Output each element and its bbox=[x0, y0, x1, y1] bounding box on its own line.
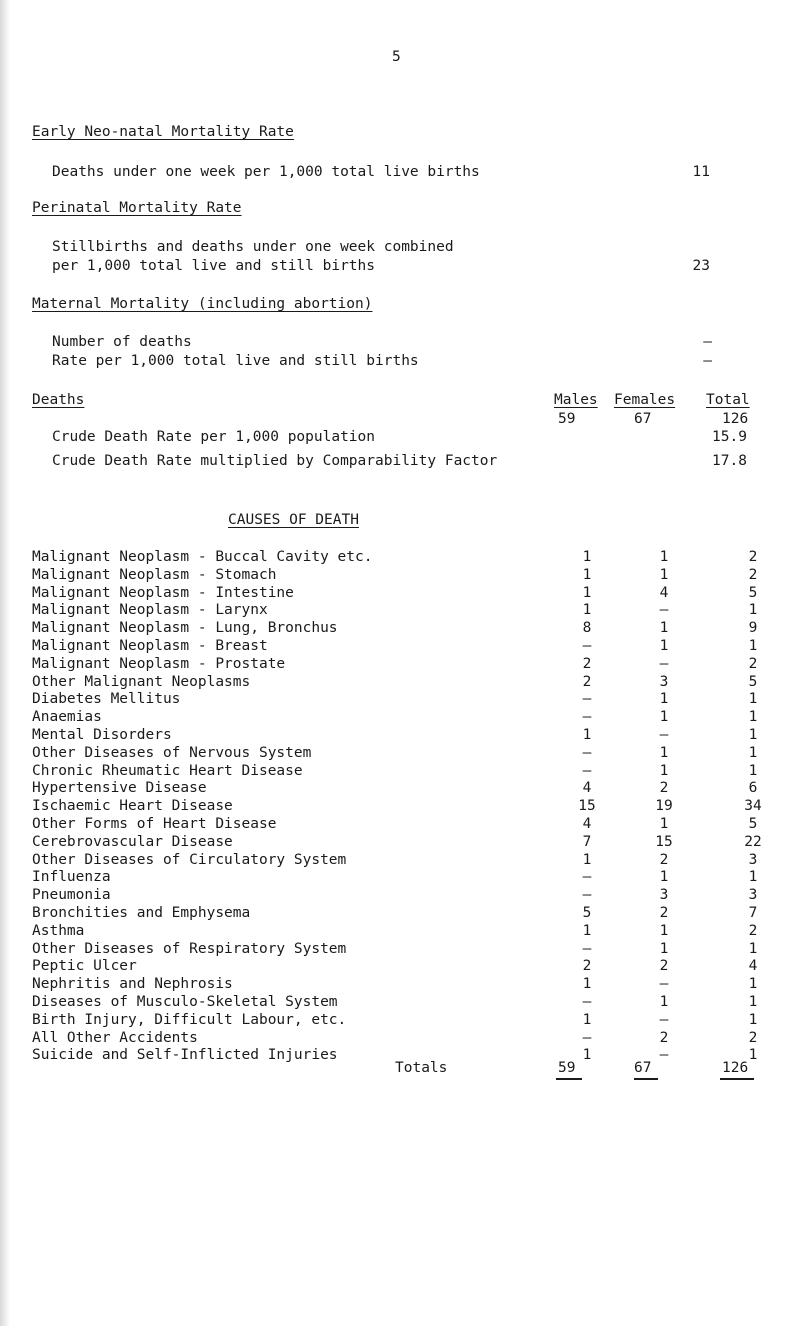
cause-label: Malignant Neoplasm - Lung, Bronchus bbox=[32, 620, 338, 637]
cause-label: Other Malignant Neoplasms bbox=[32, 673, 251, 690]
perinatal-value: 23 bbox=[692, 258, 710, 274]
table-row bbox=[32, 638, 772, 656]
cause-label: Peptic Ulcer bbox=[32, 958, 137, 975]
total-cell: 7 bbox=[748, 905, 758, 921]
deaths-heading: Deaths bbox=[32, 392, 85, 408]
deaths-total: 126 bbox=[722, 411, 749, 427]
females-cell: 1 bbox=[659, 549, 669, 565]
total-cell: 2 bbox=[748, 549, 758, 565]
females-cell: 4 bbox=[659, 584, 669, 601]
perinatal-label-line2: per 1,000 total live and still births bbox=[52, 258, 376, 274]
cause-label: Asthma bbox=[32, 922, 85, 939]
females-cell: 1 bbox=[659, 744, 669, 761]
early-neonatal-label: Deaths under one week per 1,000 total live births bbox=[52, 164, 480, 180]
males-cell: 8 bbox=[582, 620, 592, 637]
males-cell: 1 bbox=[582, 851, 592, 868]
cause-label: Chronic Rheumatic Heart Disease bbox=[32, 762, 303, 779]
total-cell: 1 bbox=[748, 1047, 758, 1064]
total-cell: 2 bbox=[748, 566, 758, 583]
page-number: 5 bbox=[392, 49, 401, 65]
females-cell: – bbox=[659, 727, 669, 743]
deaths-females: 67 bbox=[634, 411, 652, 427]
total-cell: 2 bbox=[748, 1029, 758, 1046]
males-cell: 1 bbox=[582, 584, 592, 601]
total-cell: 5 bbox=[748, 673, 758, 690]
males-cell: 1 bbox=[582, 976, 592, 993]
table-row bbox=[32, 727, 772, 745]
cause-label: Other Diseases of Nervous System bbox=[32, 744, 312, 761]
table-row bbox=[32, 941, 772, 959]
totals-females: 67 bbox=[634, 1060, 652, 1076]
cause-label: Suicide and Self-Inflicted Injuries bbox=[32, 1047, 338, 1064]
cause-label: Diabetes Mellitus bbox=[32, 691, 181, 708]
females-cell: 19 bbox=[655, 798, 673, 815]
males-cell: 2 bbox=[582, 655, 592, 672]
cause-label: Bronchities and Emphysema bbox=[32, 905, 251, 921]
total-cell: 2 bbox=[748, 655, 758, 672]
cause-label: Malignant Neoplasm - Intestine bbox=[32, 584, 294, 601]
deaths-col-females: Females bbox=[614, 392, 676, 408]
maternal-rate-label: Rate per 1,000 total live and still births bbox=[52, 353, 419, 369]
cause-label: Malignant Neoplasm - Larynx bbox=[32, 602, 268, 619]
cause-label: Pneumonia bbox=[32, 887, 111, 904]
males-cell: 5 bbox=[582, 905, 592, 921]
early-neonatal-value: 11 bbox=[692, 164, 710, 180]
cause-label: Malignant Neoplasm - Breast bbox=[32, 638, 268, 654]
females-cell: 1 bbox=[659, 940, 669, 957]
females-cell: 3 bbox=[659, 887, 669, 904]
total-cell: 6 bbox=[748, 780, 758, 797]
females-cell: – bbox=[659, 602, 669, 619]
table-row bbox=[32, 745, 772, 763]
males-cell: 4 bbox=[582, 780, 592, 797]
cause-label: Birth Injury, Difficult Labour, etc. bbox=[32, 1011, 347, 1028]
deaths-col-males: Males bbox=[554, 392, 598, 408]
table-row bbox=[32, 620, 772, 638]
total-cell: 1 bbox=[748, 602, 758, 619]
total-cell: 34 bbox=[744, 798, 762, 815]
crude-adj-label: Crude Death Rate multiplied by Comparability Factor bbox=[52, 453, 498, 469]
males-cell: 1 bbox=[582, 727, 592, 743]
males-cell: 15 bbox=[578, 798, 596, 815]
table-row bbox=[32, 994, 772, 1012]
females-cell: 1 bbox=[659, 638, 669, 654]
cause-label: Malignant Neoplasm - Prostate bbox=[32, 655, 286, 672]
cause-label: Other Diseases of Respiratory System bbox=[32, 940, 347, 957]
males-cell: 1 bbox=[582, 602, 592, 619]
totals-total-underline bbox=[720, 1078, 754, 1080]
cause-label: Diseases of Musculo-Skeletal System bbox=[32, 994, 338, 1010]
totals-label: Totals bbox=[395, 1060, 448, 1076]
causes-heading: CAUSES OF DEATH bbox=[228, 512, 359, 528]
maternal-rate-value: – bbox=[703, 353, 712, 369]
females-cell: 1 bbox=[659, 816, 669, 832]
cause-label: All Other Accidents bbox=[32, 1029, 198, 1046]
males-cell: 7 bbox=[582, 833, 592, 850]
females-cell: 2 bbox=[659, 780, 669, 797]
total-cell: 1 bbox=[748, 994, 758, 1010]
females-cell: 1 bbox=[659, 762, 669, 779]
cause-label: Anaemias bbox=[32, 709, 102, 726]
deaths-males: 59 bbox=[558, 411, 576, 427]
table-row bbox=[32, 656, 772, 674]
females-cell: 15 bbox=[655, 833, 673, 850]
females-cell: 1 bbox=[659, 620, 669, 637]
females-cell: 1 bbox=[659, 566, 669, 583]
males-cell: 2 bbox=[582, 673, 592, 690]
males-cell: 1 bbox=[582, 549, 592, 565]
males-cell: – bbox=[582, 691, 592, 708]
perinatal-label-line1: Stillbirths and deaths under one week combined bbox=[52, 239, 454, 255]
deaths-col-total: Total bbox=[706, 392, 750, 408]
table-row bbox=[32, 887, 772, 905]
females-cell: 2 bbox=[659, 851, 669, 868]
page-edge-shadow bbox=[0, 0, 10, 1326]
table-row bbox=[32, 674, 772, 692]
males-cell: – bbox=[582, 887, 592, 904]
totals-females-underline bbox=[634, 1078, 658, 1080]
total-cell: 2 bbox=[748, 922, 758, 939]
males-cell: – bbox=[582, 994, 592, 1010]
males-cell: 1 bbox=[582, 922, 592, 939]
females-cell: – bbox=[659, 1047, 669, 1064]
table-row bbox=[32, 709, 772, 727]
total-cell: 4 bbox=[748, 958, 758, 975]
males-cell: 1 bbox=[582, 1047, 592, 1064]
females-cell: 2 bbox=[659, 958, 669, 975]
females-cell: 1 bbox=[659, 709, 669, 726]
table-row bbox=[32, 905, 772, 923]
males-cell: – bbox=[582, 762, 592, 779]
total-cell: 9 bbox=[748, 620, 758, 637]
total-cell: 1 bbox=[748, 940, 758, 957]
table-row bbox=[32, 816, 772, 834]
crude-rate-label: Crude Death Rate per 1,000 population bbox=[52, 429, 376, 445]
males-cell: – bbox=[582, 744, 592, 761]
cause-label: Cerebrovascular Disease bbox=[32, 833, 233, 850]
table-row bbox=[32, 549, 772, 567]
females-cell: – bbox=[659, 976, 669, 993]
table-row bbox=[32, 567, 772, 585]
total-cell: 3 bbox=[748, 887, 758, 904]
males-cell: 1 bbox=[582, 1011, 592, 1028]
females-cell: 1 bbox=[659, 994, 669, 1010]
females-cell: 1 bbox=[659, 922, 669, 939]
males-cell: 1 bbox=[582, 566, 592, 583]
males-cell: – bbox=[582, 638, 592, 654]
total-cell: 1 bbox=[748, 709, 758, 726]
cause-label: Other Diseases of Circulatory System bbox=[32, 851, 347, 868]
cause-label: Influenza bbox=[32, 869, 111, 886]
females-cell: – bbox=[659, 655, 669, 672]
cause-label: Mental Disorders bbox=[32, 727, 172, 743]
males-cell: 2 bbox=[582, 958, 592, 975]
males-cell: – bbox=[582, 869, 592, 886]
cause-label: Other Forms of Heart Disease bbox=[32, 816, 277, 832]
males-cell: – bbox=[582, 1029, 592, 1046]
maternal-heading: Maternal Mortality (including abortion) bbox=[32, 296, 373, 312]
cause-label: Ischaemic Heart Disease bbox=[32, 798, 233, 815]
totals-males: 59 bbox=[558, 1060, 576, 1076]
total-cell: 1 bbox=[748, 727, 758, 743]
table-row bbox=[32, 1030, 772, 1048]
total-cell: 1 bbox=[748, 744, 758, 761]
table-row bbox=[32, 976, 772, 994]
table-row bbox=[32, 1012, 772, 1030]
table-row bbox=[32, 585, 772, 603]
table-row bbox=[32, 691, 772, 709]
total-cell: 22 bbox=[744, 833, 762, 850]
table-row bbox=[32, 869, 772, 887]
table-row bbox=[32, 834, 772, 852]
totals-males-underline bbox=[556, 1078, 582, 1080]
total-cell: 1 bbox=[748, 691, 758, 708]
total-cell: 5 bbox=[748, 816, 758, 832]
cause-label: Nephritis and Nephrosis bbox=[32, 976, 233, 993]
males-cell: – bbox=[582, 940, 592, 957]
total-cell: 5 bbox=[748, 584, 758, 601]
total-cell: 1 bbox=[748, 762, 758, 779]
early-neonatal-heading: Early Neo-natal Mortality Rate bbox=[32, 124, 294, 140]
maternal-deaths-value: – bbox=[703, 334, 712, 350]
crude-adj-value: 17.8 bbox=[712, 453, 747, 469]
cause-label: Malignant Neoplasm - Stomach bbox=[32, 566, 277, 583]
total-cell: 1 bbox=[748, 638, 758, 654]
cause-label: Hypertensive Disease bbox=[32, 780, 207, 797]
females-cell: 1 bbox=[659, 691, 669, 708]
females-cell: – bbox=[659, 1011, 669, 1028]
table-row bbox=[32, 852, 772, 870]
table-row bbox=[32, 798, 772, 816]
table-row bbox=[32, 763, 772, 781]
table-row bbox=[32, 958, 772, 976]
crude-rate-value: 15.9 bbox=[712, 429, 747, 445]
males-cell: 4 bbox=[582, 816, 592, 832]
males-cell: – bbox=[582, 709, 592, 726]
table-row bbox=[32, 923, 772, 941]
total-cell: 1 bbox=[748, 976, 758, 993]
total-cell: 3 bbox=[748, 851, 758, 868]
cause-label: Malignant Neoplasm - Buccal Cavity etc. bbox=[32, 549, 373, 565]
perinatal-heading: Perinatal Mortality Rate bbox=[32, 200, 242, 216]
table-row bbox=[32, 602, 772, 620]
table-row bbox=[32, 780, 772, 798]
females-cell: 3 bbox=[659, 673, 669, 690]
total-cell: 1 bbox=[748, 1011, 758, 1028]
totals-total: 126 bbox=[722, 1060, 749, 1076]
females-cell: 2 bbox=[659, 905, 669, 921]
total-cell: 1 bbox=[748, 869, 758, 886]
females-cell: 1 bbox=[659, 869, 669, 886]
maternal-deaths-label: Number of deaths bbox=[52, 334, 192, 350]
females-cell: 2 bbox=[659, 1029, 669, 1046]
